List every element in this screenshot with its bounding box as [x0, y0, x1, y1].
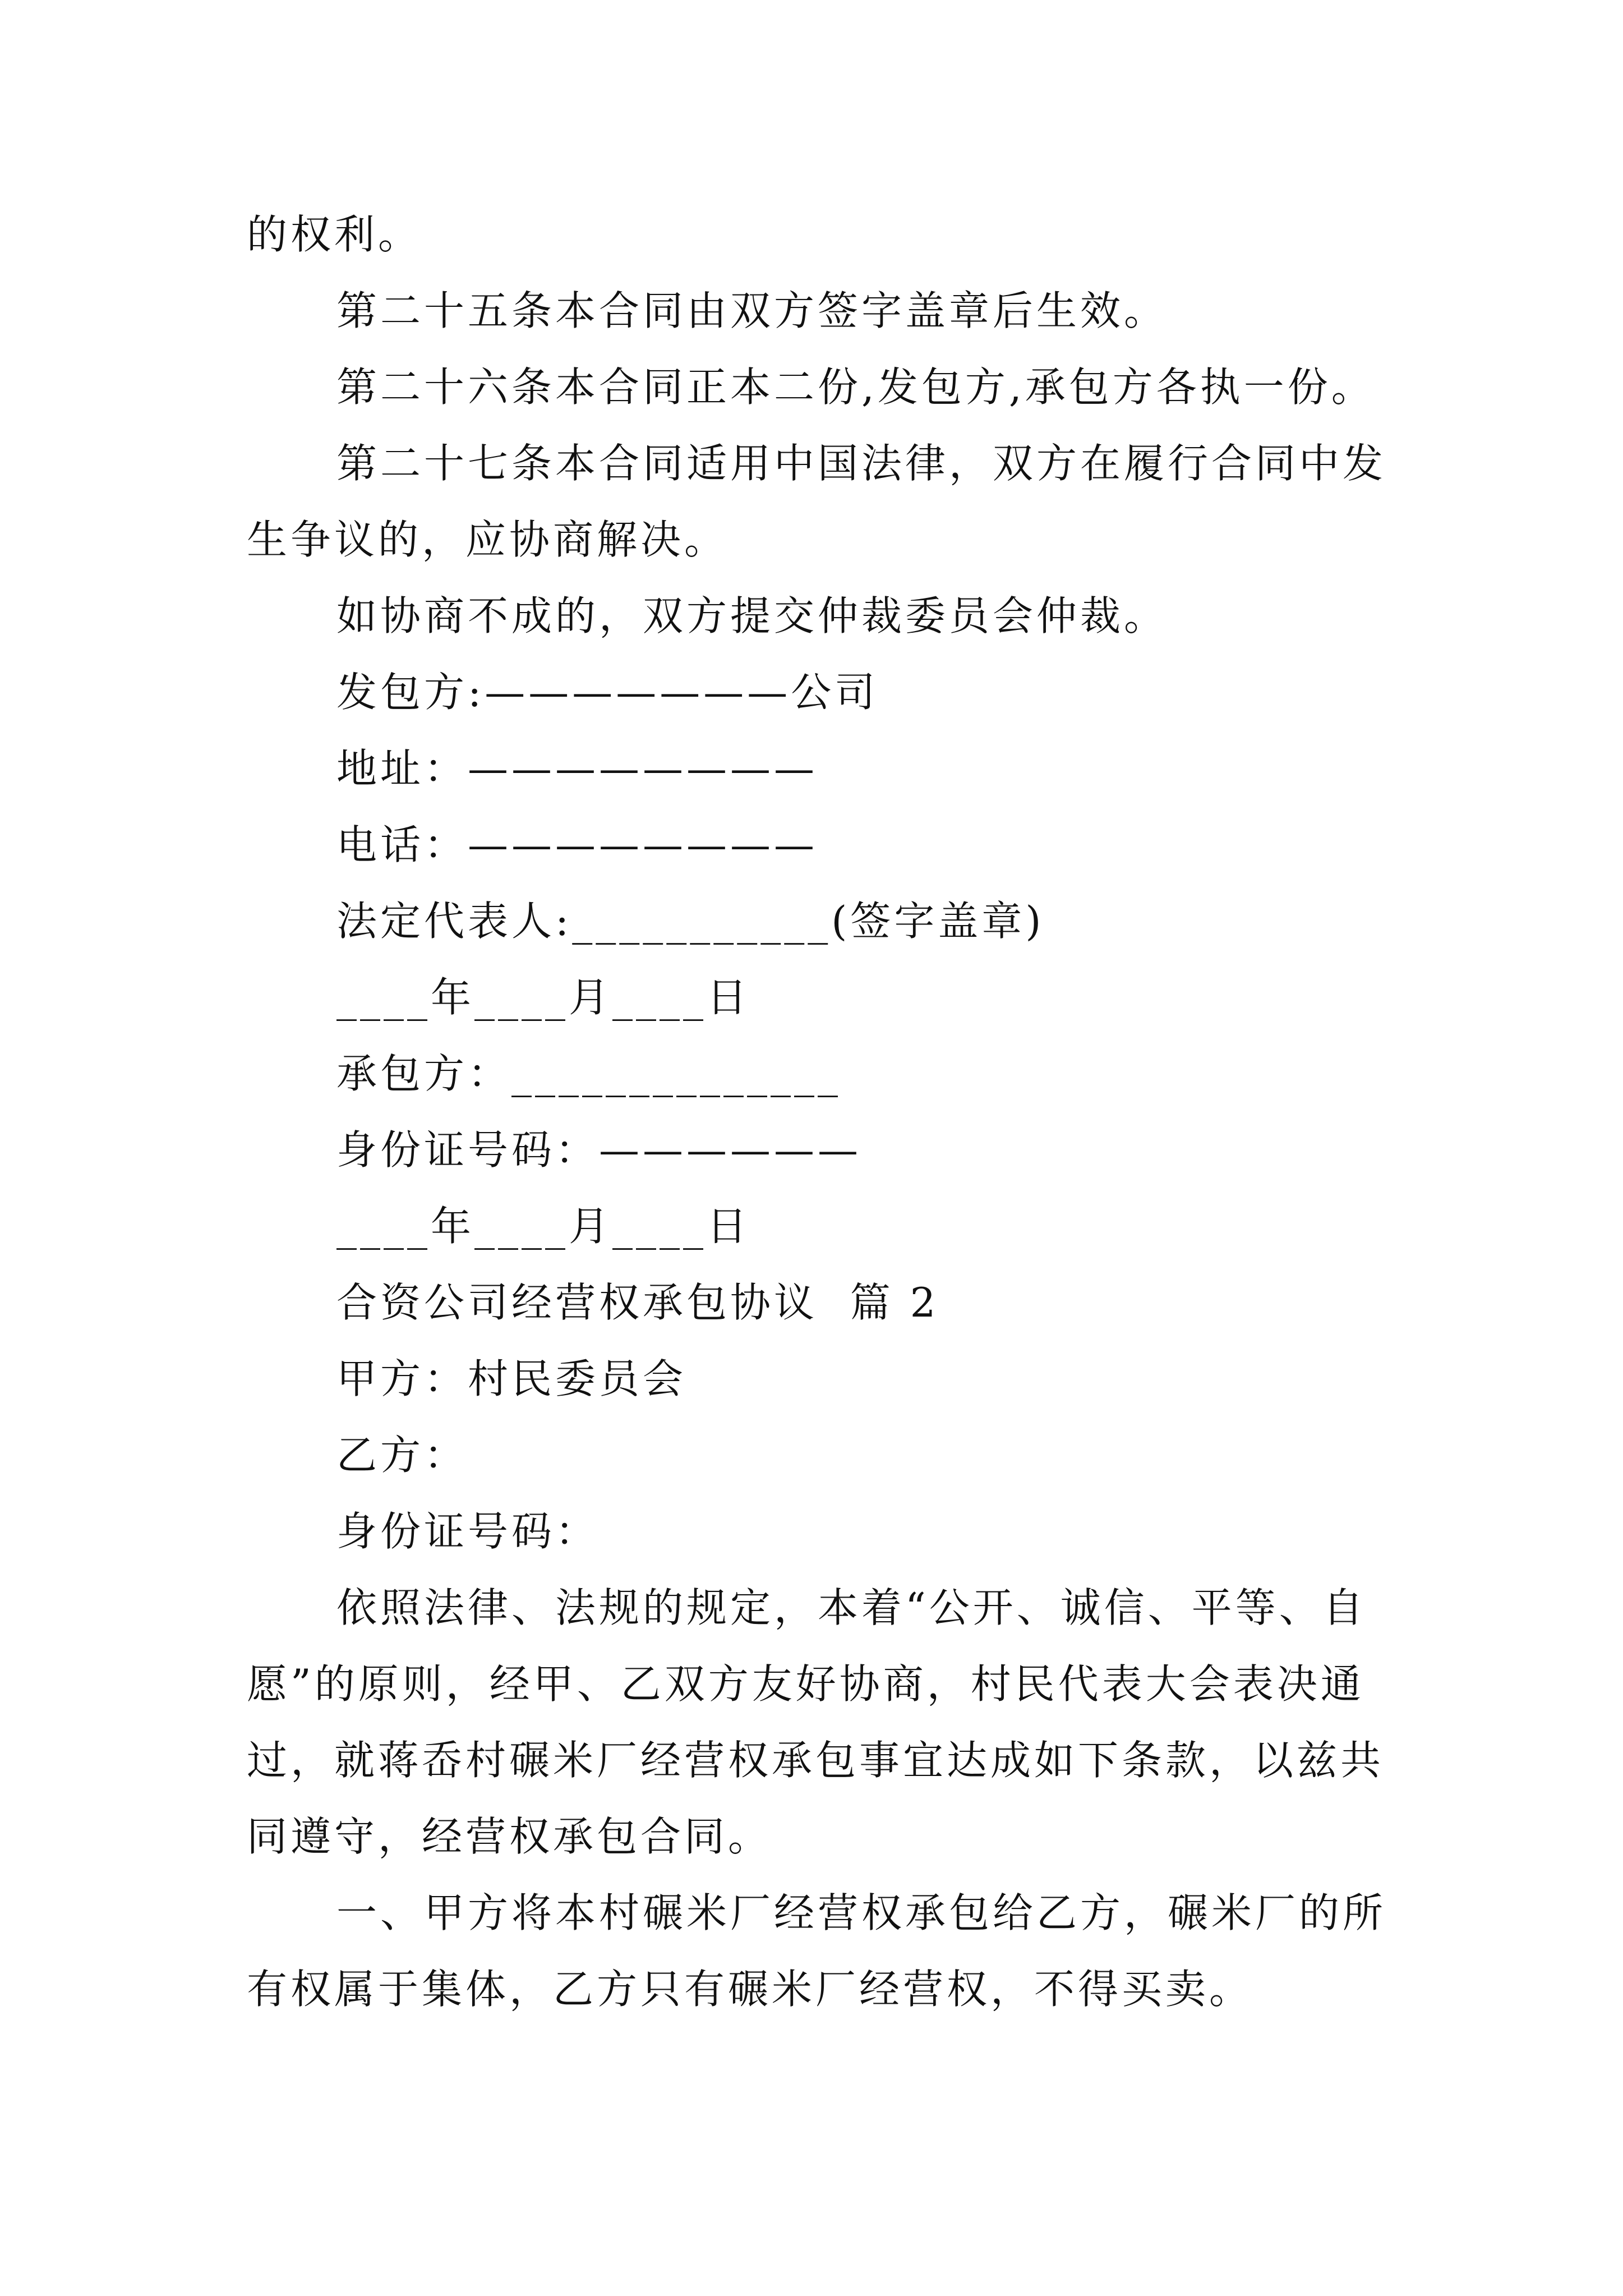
- party-a: 甲方：村民委员会: [336, 1355, 687, 1402]
- contractor-phone: 电话：————————: [336, 821, 818, 868]
- article-26: 第二十六条本合同正本二份,发包方,承包方各执一份。: [336, 364, 1375, 411]
- legal-representative: 法定代表人:___________(签字盖章): [336, 898, 1045, 945]
- party-b: 乙方：: [336, 1432, 468, 1479]
- preamble: 依照法律、法规的规定，本着“公开、诚信、平等、自愿”的原则，经甲、乙双方友好协商，村民代表大会表决通过，就蒋岙村碾米厂经营权承包事宜达成如下条款，以兹共同遵守，经营权承包合同。: [247, 1584, 1385, 1860]
- paragraph-rights-end: 的权利。: [247, 211, 422, 258]
- article-25: 第二十五条本合同由双方签字盖章后生效。: [336, 287, 1168, 334]
- contractor-address: 地址：————————: [336, 745, 818, 792]
- document-body: [247, 196, 1391, 2027]
- id-number-1: 身份证号码：——————: [336, 1126, 862, 1174]
- contractee: 承包方：______________: [336, 1050, 842, 1097]
- contractor-company: 发包方:———————公司: [336, 669, 879, 716]
- date-line-1: ____年____月____日: [336, 974, 751, 1021]
- date-line-2: ____年____月____日: [336, 1203, 751, 1250]
- id-number-2: 身份证号码：: [336, 1508, 600, 1555]
- clause-1: 一、甲方将本村碾米厂经营权承包给乙方，碾米厂的所有权属于集体，乙方只有碾米厂经营权，不得买卖。: [247, 1889, 1387, 2013]
- section-title: 合资公司经营权承包协议 篇 2: [336, 1279, 939, 1326]
- article-27: 第二十七条本合同适用中国法律，双方在履行合同中发生争议的，应协商解决。: [247, 440, 1387, 563]
- arbitration-clause: 如协商不成的，双方提交仲裁委员会仲裁。: [336, 592, 1168, 639]
